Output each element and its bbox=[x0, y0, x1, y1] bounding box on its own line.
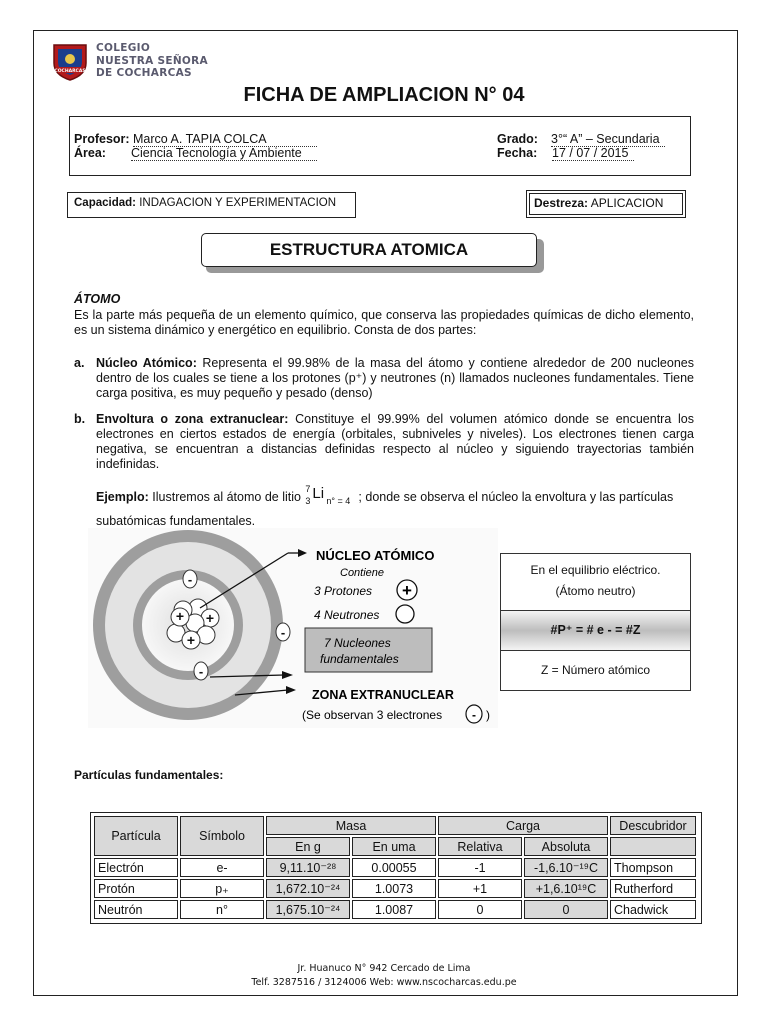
capacidad-box bbox=[67, 192, 356, 218]
example-line: Ejemplo: Ilustremos al átomo de litio 7 3 Li n° = 4 ; donde se observa el núcleo la envoltura y las partículas bbox=[96, 484, 674, 506]
svg-text:): ) bbox=[486, 708, 490, 722]
list-term: Núcleo Atómico: bbox=[96, 356, 197, 370]
neutron-circle-icon bbox=[396, 605, 414, 623]
table-header: Símbolo bbox=[180, 816, 264, 856]
equilibrium-note: Z = Número atómico bbox=[540, 663, 651, 677]
table-cell: Protón bbox=[94, 879, 178, 898]
footer-address: Jr. Huanuco N° 942 Cercado de Lima bbox=[297, 963, 471, 974]
topic-title: ESTRUCTURA ATOMICA bbox=[201, 233, 537, 267]
destreza-label: Destreza: bbox=[534, 196, 589, 210]
lithium-notation: 7 3 Li n° = 4 bbox=[305, 484, 351, 506]
table-header: Descubridor bbox=[610, 816, 696, 835]
info-box bbox=[69, 116, 691, 176]
school-crest-icon bbox=[50, 41, 90, 81]
table-cell: +1 bbox=[438, 879, 522, 898]
fecha-value: 17 / 07 / 2015 bbox=[552, 146, 634, 161]
protons-label: 3 Protones bbox=[314, 584, 373, 598]
table-cell: 1,675.10⁻²⁴ bbox=[266, 900, 350, 919]
capacidad-value: INDAGACION Y EXPERIMENTACION bbox=[139, 197, 337, 209]
list-marker: b. bbox=[74, 412, 86, 426]
list-marker: a. bbox=[74, 356, 85, 370]
table-cell: Neutrón bbox=[94, 900, 178, 919]
svg-text:-: - bbox=[198, 664, 204, 679]
example-label: Ejemplo: bbox=[96, 490, 149, 504]
table-cell: Thompson bbox=[610, 858, 696, 877]
logo-text: COCHARCAS bbox=[54, 69, 86, 74]
table-cell: 0.00055 bbox=[352, 858, 436, 877]
example-line-2: subatómicas fundamentales. bbox=[96, 514, 256, 528]
list-text: Constituye el 99.99% del volumen atómico donde se encuentra los electrones en ciertos estados de energía (orbitales, subniveles y niveles). Los electrones tienen carga negativa, se encuentran a distancias definidas respecto al núcleo y siguiendo trayectorias también indefinidas. bbox=[96, 412, 694, 471]
atomo-definition: Es la parte más pequeña de un elemento químico, que conserva las propiedades químicas de dicho elemento, es un sistema dinámico y energético en equilibrio. Consta de dos partes: bbox=[74, 308, 694, 337]
equilibrium-line2: (Átomo neutro) bbox=[555, 584, 636, 598]
list-text: Representa el 99.98% de la masa del átomo y contiene alrededor de 200 nucleones dentro de los cuales se tiene a los protones (p⁺) y neutrones (n) llamados nucleones fundamentales. Tiene carga positiva, es muy pequeño y pesado (denso) bbox=[96, 356, 694, 400]
fecha-label: Fecha: bbox=[497, 146, 538, 160]
table-cell: Electrón bbox=[94, 858, 178, 877]
svg-text:-: - bbox=[472, 708, 476, 722]
table-cell: 0 bbox=[438, 900, 522, 919]
table-cell: 1,672.10⁻²⁴ bbox=[266, 879, 350, 898]
area-label: Área: bbox=[74, 146, 106, 160]
document-title: FICHA DE AMPLIACION N° 04 bbox=[243, 84, 525, 106]
table-header: Relativa bbox=[438, 837, 522, 856]
profesor-value: Marco A. TAPIA COLCA bbox=[133, 132, 317, 147]
proton-icon: + bbox=[175, 608, 185, 624]
proton-icon: + bbox=[186, 632, 196, 648]
profesor-label: Profesor: bbox=[74, 132, 130, 146]
table-header: Carga bbox=[438, 816, 608, 835]
list-item-nucleo bbox=[74, 356, 694, 401]
table-header: Partícula bbox=[94, 816, 178, 856]
table-cell: n° bbox=[180, 900, 264, 919]
table-cell: 0 bbox=[524, 900, 608, 919]
table-header: En g bbox=[266, 837, 350, 856]
table-cell: Chadwick bbox=[610, 900, 696, 919]
electrons-label: (Se observan 3 electrones bbox=[302, 708, 443, 722]
grado-value: 3°“ A” – Secundaria bbox=[551, 132, 665, 147]
table-cell: -1 bbox=[438, 858, 522, 877]
table-cell: p₊ bbox=[180, 879, 264, 898]
table-header: En uma bbox=[352, 837, 436, 856]
table-header: Masa bbox=[266, 816, 436, 835]
neutrons-label: 4 Neutrones bbox=[314, 608, 380, 622]
particles-table bbox=[90, 812, 702, 924]
svg-text:7 Nucleones: 7 Nucleones bbox=[324, 636, 391, 650]
footer-contact: Telf. 3287516 / 3124006 Web: www.nscocharcas.edu.pe bbox=[251, 977, 517, 988]
svg-text:+: + bbox=[402, 581, 412, 600]
capacidad-label: Capacidad: bbox=[74, 197, 136, 209]
table-header: Absoluta bbox=[524, 837, 608, 856]
svg-text:fundamentales: fundamentales bbox=[320, 652, 399, 666]
list-term: Envoltura o zona extranuclear: bbox=[96, 412, 289, 426]
table-cell: 1.0073 bbox=[352, 879, 436, 898]
proton-icon: + bbox=[205, 610, 215, 626]
area-value: Ciencia Tecnología y Ambiente bbox=[131, 146, 317, 161]
equilibrium-line1: En el equilibrio eléctrico. bbox=[530, 563, 661, 577]
grado-label: Grado: bbox=[497, 132, 538, 146]
atom-diagram bbox=[88, 528, 498, 728]
destreza-box bbox=[526, 190, 686, 218]
nucleus-label: NÚCLEO ATÓMICO bbox=[316, 548, 435, 563]
table-cell: Rutherford bbox=[610, 879, 696, 898]
svg-text:-: - bbox=[280, 625, 286, 640]
equilibrium-box bbox=[500, 553, 691, 691]
table-cell: 9,11.10⁻²⁸ bbox=[266, 858, 350, 877]
school-name: COLEGIO NUESTRA SEÑORA DE COCHARCAS bbox=[96, 42, 208, 79]
table-cell: -1,6.10⁻¹⁹C bbox=[524, 858, 608, 877]
destreza-value: APLICACION bbox=[590, 196, 664, 210]
table-cell: +1,6.10¹⁹C bbox=[524, 879, 608, 898]
atomo-heading: ÁTOMO bbox=[74, 292, 121, 306]
svg-text:-: - bbox=[187, 572, 193, 587]
equilibrium-formula: #P⁺ = # e - = #Z bbox=[501, 611, 690, 651]
contains-label: Contiene bbox=[340, 567, 385, 579]
table-cell: 1.0087 bbox=[352, 900, 436, 919]
table-cell: e- bbox=[180, 858, 264, 877]
particles-title: Partículas fundamentales: bbox=[74, 768, 224, 782]
zone-label: ZONA EXTRANUCLEAR bbox=[312, 688, 454, 702]
list-item-envoltura bbox=[74, 412, 694, 472]
